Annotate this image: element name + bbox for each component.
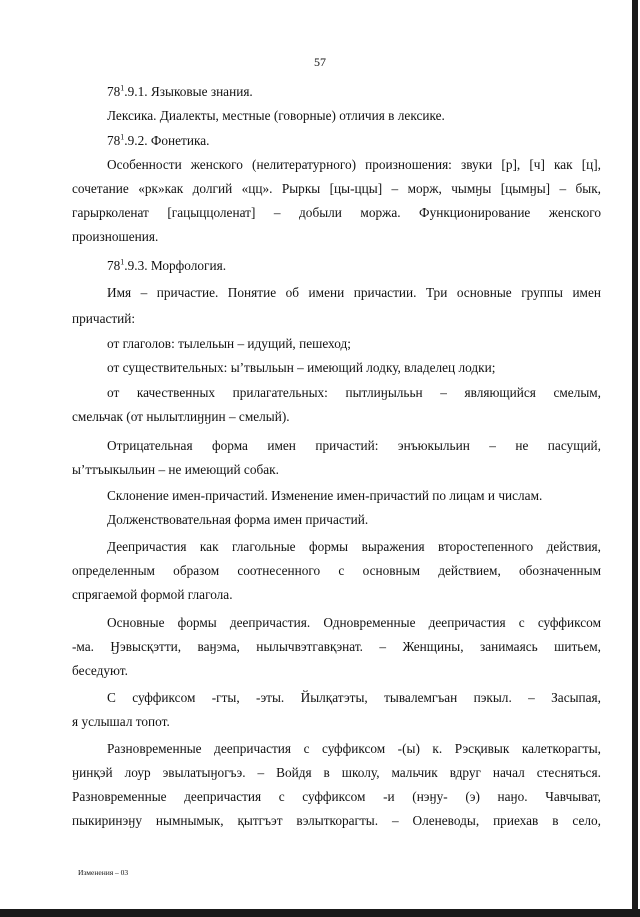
line-text: Склонение имен-причастий. Изменение имен-причастий по лицам и числам. <box>107 488 543 503</box>
line-text: от существительных: ы’твыльын – имеющий лодку, владелец лодки; <box>107 360 496 375</box>
section-superscript: 1 <box>120 257 125 267</box>
line-text: спрягаемой формой глагола. <box>72 587 233 602</box>
line-text: определенным образом соотнесенного с основным действием, обозначенным <box>72 563 601 578</box>
text-line <box>72 409 290 425</box>
line-text: от глаголов: тылельын – идущий, пешеход; <box>107 336 351 351</box>
scan-edge-bottom <box>0 909 640 917</box>
line-text: ӈинқэй лоур эвылатыӈогъэ. – Войдя в школу, мальчик вдруг начал стесняться. <box>72 765 601 780</box>
line-text: смельчак (от нылытлиӈӈин – смелый). <box>72 409 290 424</box>
line-text: Разновременные деепричастия с суффиксом -и (нэӈу- (э) наӈо. Чавчыват, <box>72 789 601 804</box>
text-line <box>107 615 601 631</box>
line-text: .9.2. Фонетика. <box>124 133 210 148</box>
page-number: 57 <box>314 55 326 69</box>
text-line <box>72 205 601 221</box>
line-text: Лексика. Диалекты, местные (говорные) отличия в лексике. <box>107 108 445 123</box>
text-line <box>107 360 495 376</box>
line-text: я услышал топот. <box>72 714 170 729</box>
section-number: 78 <box>107 133 121 148</box>
section-number: 78 <box>107 258 121 273</box>
line-text: -ма. Ӈэвысқэтти, ваӈэма, нылычвэтгавқэнат. – Женщины, занимаясь шитьем, <box>72 639 601 654</box>
footer-note: Изменения – 03 <box>78 868 129 877</box>
text-line <box>72 714 170 730</box>
text-line <box>72 181 601 197</box>
text-line <box>72 663 128 679</box>
line-text: .9.3. Морфология. <box>124 258 227 273</box>
line-text: от качественных прилагательных: пытлиӈылььн – являющийся смелым, <box>107 385 601 400</box>
section-number: 78 <box>107 84 121 99</box>
text-line <box>107 385 601 401</box>
line-text: .9.1. Языковые знания. <box>124 84 253 99</box>
text-line <box>72 789 601 805</box>
text-line <box>107 157 601 173</box>
text-line <box>107 438 601 454</box>
text-line <box>107 84 253 100</box>
line-text: сочетание «рк»как долгий «цц». Рыркы [цы-ццы] – морж, чымӈы [цымӈы] – бык, <box>72 181 601 196</box>
text-line <box>107 488 542 504</box>
line-text: Долженствовательная форма имен причастий. <box>107 512 369 527</box>
text-line <box>72 587 233 603</box>
text-line <box>72 229 158 245</box>
text-line <box>72 813 601 829</box>
text-line <box>107 285 601 301</box>
line-text: причастий: <box>72 311 136 326</box>
text-line <box>72 765 601 781</box>
line-text: произношения. <box>72 229 159 244</box>
text-line <box>107 133 209 149</box>
text-line <box>107 336 351 352</box>
text-line <box>107 108 445 124</box>
text-line <box>72 462 279 478</box>
line-text: С суффиксом -гты, -эты. Йылқатэты, тывалемгъан пэкыл. – Засыпая, <box>107 690 601 705</box>
text-line <box>107 690 601 706</box>
text-line <box>72 311 135 327</box>
scan-edge-right <box>632 0 638 917</box>
section-superscript: 1 <box>120 83 125 93</box>
line-text: ы’ттъыкыльин – не имеющий собак. <box>72 462 279 477</box>
line-text: гарырколенат [гацыццоленат] – добыли моржа. Функционирование женского <box>72 205 601 220</box>
section-superscript: 1 <box>120 132 125 142</box>
text-line <box>72 639 601 655</box>
text-line <box>107 539 601 555</box>
line-text: Деепричастия как глагольные формы выражения второстепенного действия, <box>107 539 601 554</box>
line-text: Разновременные деепричастия с суффиксом -(ы) к. Рэсқивык калеткорагты, <box>107 741 601 756</box>
line-text: Основные формы деепричастия. Одновременные деепричастия с суффиксом <box>107 615 601 630</box>
text-line <box>107 258 226 274</box>
line-text: Отрицательная форма имен причастий: энъюкыльин – не пасущий, <box>107 438 601 453</box>
text-line <box>107 512 368 528</box>
text-line <box>107 741 601 757</box>
line-text: пыкиринэӈу нымнымык, қытгъэт вэлыткорагты. – Оленеводы, приехав в село, <box>72 813 601 828</box>
line-text: Особенности женского (нелитературного) произношения: звуки [р], [ч] как [ц], <box>107 157 601 172</box>
line-text: беседуют. <box>72 663 128 678</box>
text-line <box>72 563 601 579</box>
line-text: Имя – причастие. Понятие об имени причастии. Три основные группы имен <box>107 285 601 300</box>
